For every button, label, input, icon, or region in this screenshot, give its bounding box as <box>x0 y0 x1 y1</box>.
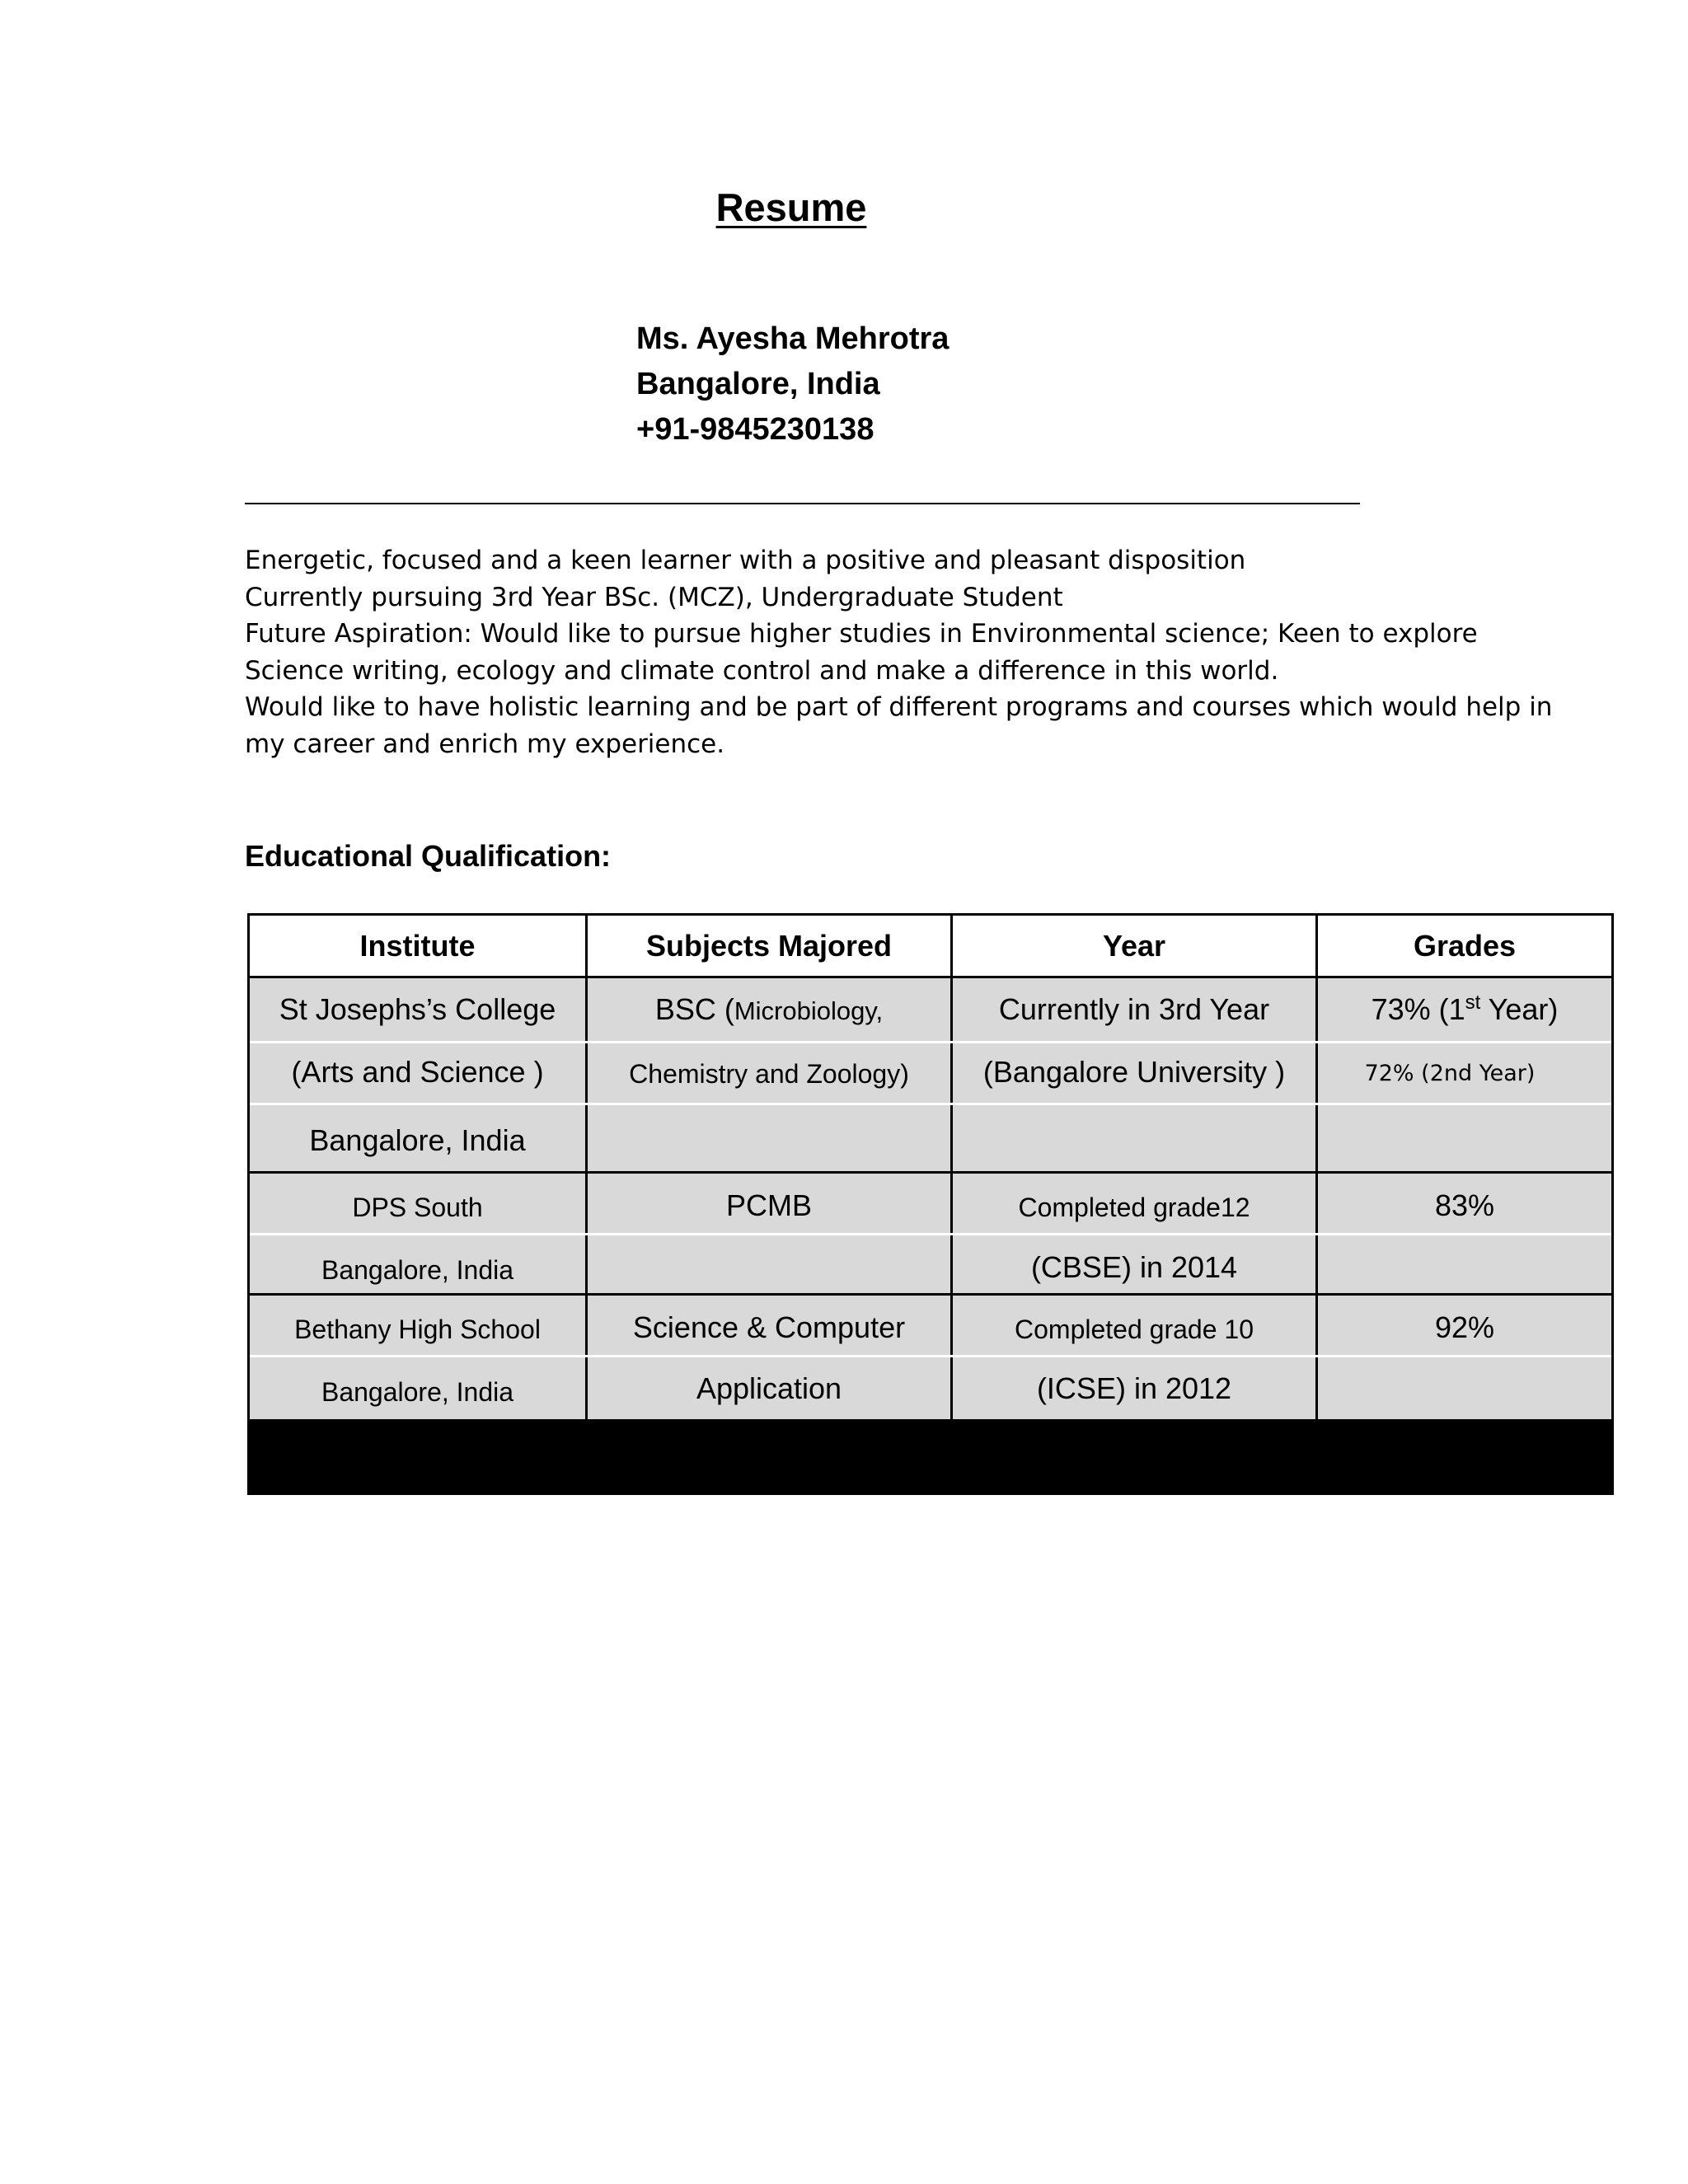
table-cell: DPS South <box>352 1193 483 1222</box>
subrow-divider <box>250 1233 1611 1235</box>
column-header-subjects: Subjects Majored <box>645 929 893 963</box>
column-header-institute: Institute <box>359 929 476 963</box>
column-header-grades: Grades <box>1413 929 1517 963</box>
table-footer-band <box>250 1419 1611 1493</box>
horizontal-rule <box>245 503 1360 504</box>
table-cell: Science & Computer <box>632 1310 906 1344</box>
summary-line: Currently pursuing 3rd Year BSc. (MCZ), Undergraduate Student <box>245 582 1063 612</box>
table-cell: Bangalore, India <box>309 1123 526 1157</box>
table-cell: Application <box>696 1371 842 1405</box>
table-cell: (Arts and Science ) <box>291 1055 544 1089</box>
summary-section <box>245 542 1572 762</box>
table-cell: St Josephs’s College <box>279 992 556 1026</box>
row-divider <box>250 1171 1611 1174</box>
table-cell: Completed grade12 <box>1018 1193 1250 1222</box>
table-cell: (ICSE) in 2012 <box>1036 1371 1232 1405</box>
table-cell: 72% (2nd Year) <box>1364 1061 1536 1086</box>
table-cell: 83% <box>1434 1188 1495 1222</box>
summary-line: Future Aspiration: Would like to pursue higher studies in Environmental science; Keen to explore Science writing, ecology and climate control and make a difference in this world. <box>245 619 1478 686</box>
table-cell: (Bangalore University ) <box>982 1055 1286 1089</box>
candidate-name: Ms. Ayesha Mehrotra <box>636 321 950 356</box>
row-divider <box>250 1293 1611 1296</box>
table-cell: Bangalore, India <box>321 1255 514 1285</box>
table-cell: Chemistry and Zoology) <box>629 1059 909 1089</box>
table-cell: (CBSE) in 2014 <box>1030 1250 1238 1284</box>
table-cell: Bangalore, India <box>321 1377 514 1407</box>
subrow-divider <box>250 1103 1611 1105</box>
candidate-location: Bangalore, India <box>636 367 880 401</box>
education-table <box>247 913 1614 1495</box>
column-header-year: Year <box>1102 929 1166 963</box>
table-header-row <box>250 916 1611 978</box>
table-cell: PCMB <box>725 1188 812 1222</box>
table-cell: BSC (Microbiology, <box>654 992 884 1026</box>
table-cell: 92% <box>1434 1310 1495 1344</box>
table-cell: Completed grade 10 <box>1015 1315 1254 1344</box>
summary-line: Would like to have holistic learning and be part of different programs and courses which would help in my career and enrich my experience. <box>245 692 1553 759</box>
candidate-phone: +91-9845230138 <box>636 412 874 447</box>
summary-line: Energetic, focused and a keen learner with a positive and pleasant disposition <box>245 546 1246 575</box>
subrow-divider <box>250 1041 1611 1043</box>
page-title: Resume <box>715 185 867 229</box>
education-heading: Educational Qualification: <box>245 839 612 873</box>
subrow-divider <box>250 1355 1611 1357</box>
table-cell: 73% (1st Year) <box>1371 991 1559 1026</box>
table-cell: Currently in 3rd Year <box>998 992 1270 1026</box>
table-cell: Bethany High School <box>294 1315 541 1344</box>
contact-block <box>636 316 949 452</box>
